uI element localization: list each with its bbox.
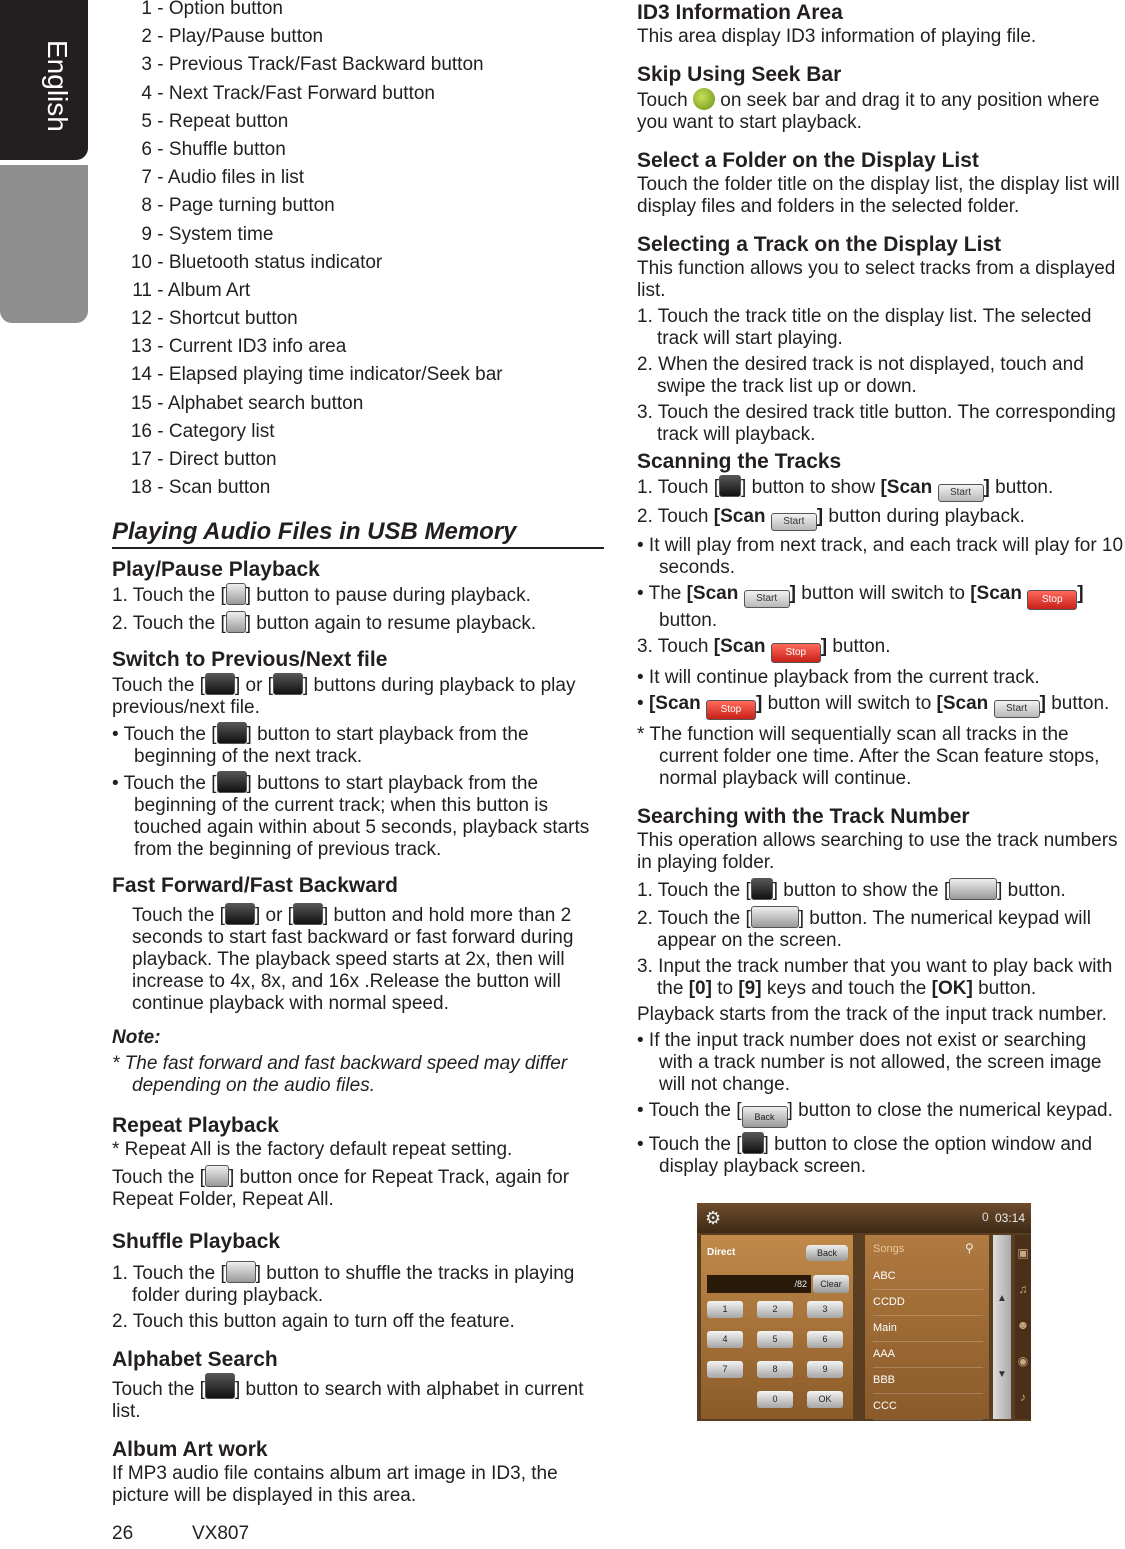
previous-track-icon [205, 673, 235, 695]
album-paragraph: If MP3 audio file contains album art image in ID3, the picture will be displayed in this area. [112, 1463, 558, 1507]
track-paragraph: This function allows you to select tracks from a displayed list. [637, 258, 1116, 301]
legend-item: 13 - Current ID3 info area [130, 336, 347, 358]
scan-step-2: 2. Touch [Scan Start ] button during playback. [637, 506, 1125, 531]
legend-item: 6 - Shuffle button [141, 138, 286, 160]
stop-icon: Stop [1027, 590, 1077, 610]
scan-bullet-1: • It will play from next track, and each track will play for 10 seconds. [637, 535, 1124, 578]
legend-item: 18 - Scan button [130, 477, 271, 499]
seek-paragraph: Touch on seek bar and drag it to any position where you want to start playback. [637, 90, 1100, 133]
folder-icon[interactable]: ▣ [1017, 1246, 1029, 1260]
repeat-note: * Repeat All is the factory default repeat setting. [112, 1139, 513, 1161]
seek-knob-icon [693, 88, 715, 110]
language-tab-label: English [42, 40, 73, 132]
option-icon [751, 878, 773, 900]
right-column [637, 0, 1125, 1178]
track-heading: Selecting a Track on the Display List [637, 233, 1002, 256]
page-number: 26 [112, 1523, 134, 1544]
back-icon: Back [742, 1106, 788, 1128]
page-up-icon[interactable]: ▲ [997, 1293, 1007, 1304]
repeat-icon [205, 1165, 229, 1187]
shuffle-section [112, 1229, 604, 1333]
play-pause-section [112, 557, 604, 635]
shuffle-heading: Shuffle Playback [112, 1230, 281, 1254]
shuffle-step-1: 1. Touch the [ ] button to shuffle the tracks in playing folder during playback. [112, 1263, 575, 1307]
key-5[interactable]: 5 [757, 1331, 793, 1348]
number-heading: Searching with the Track Number [637, 805, 970, 828]
music-note-icon[interactable]: ♫ [1018, 1282, 1028, 1296]
number-bullet-3: • Touch the [ ] button to close the option window and display playback screen. [637, 1134, 1093, 1177]
legend-item: 17 - Direct button [130, 449, 277, 470]
legend-item: 15 - Alphabet search button [130, 392, 364, 414]
legend-item: 12 - Shortcut button [130, 308, 298, 330]
id3-paragraph: This area display ID3 information of playing file. [637, 26, 1037, 47]
scan-section [637, 449, 1125, 790]
switch-bullet-1: • Touch the [ ] button to start playback from the beginning of the next track. [112, 724, 529, 768]
number-step-3: 3. Input the track number that you want to play back with the [0] to [9] keys and touch the [OK] button. [637, 956, 1113, 999]
switch-section [112, 647, 604, 861]
song-list [865, 1235, 989, 1419]
key-4[interactable]: 4 [707, 1331, 743, 1348]
track-step-1: 1. Touch the track title on the display list. The selected track will start playing. [637, 306, 1092, 349]
scan-bullet-2: • The [Scan Start ] button will switch to [Scan Stop ] button. [637, 583, 1084, 631]
start-icon: Start [938, 484, 984, 502]
folder-heading: Select a Folder on the Display List [637, 149, 979, 172]
legend-item: 8 - Page turning button [141, 195, 335, 217]
track-step-2: 2. When the desired track is not displayed, touch and swipe the track list up or down. [637, 354, 1084, 397]
ff-heading: Fast Forward/Fast Backward [112, 874, 398, 898]
legend-item: 3 - Previous Track/Fast Backward button [141, 54, 484, 76]
song-item[interactable]: Main [873, 1315, 983, 1342]
key-1[interactable]: 1 [707, 1301, 743, 1318]
next-track-icon [217, 722, 247, 744]
legend-item: 2 - Play/Pause button [141, 26, 324, 48]
note-label: Note: [112, 1027, 161, 1049]
pause-icon [226, 583, 246, 605]
stop-icon: Stop [771, 643, 821, 663]
guitar-icon[interactable]: ♪ [1020, 1390, 1026, 1404]
album-heading: Album Art work [112, 1438, 268, 1462]
left-column [112, 0, 604, 1507]
repeat-paragraph: Touch the [ ] button once for Repeat Track, again for Repeat Folder, Repeat All. [112, 1167, 570, 1211]
key-0[interactable]: 0 [757, 1391, 793, 1408]
song-item[interactable]: BBB [873, 1367, 983, 1394]
legend-item: 10 - Bluetooth status indicator [130, 251, 383, 273]
search-icon[interactable]: ⚲ [965, 1241, 974, 1255]
manual-tab [0, 165, 88, 505]
page-down-icon[interactable]: ▼ [997, 1369, 1007, 1380]
play-pause-step-2: 2. Touch the [ ] button again to resume playback. [112, 613, 537, 635]
number-section [637, 804, 1125, 1178]
song-item[interactable]: AAA [873, 1341, 983, 1368]
switch-heading: Switch to Previous/Next file [112, 648, 388, 672]
key-6[interactable]: 6 [807, 1331, 843, 1348]
option-icon [719, 475, 741, 497]
scan-bullet-3: • It will continue playback from the current track. [637, 667, 1040, 688]
start-icon: Start [771, 513, 817, 531]
play-pause-step-1: 1. Touch the [ ] button to pause during playback. [112, 585, 531, 607]
switch-bullet-2: • Touch the [ ] buttons to start playback from the beginning of the current track; when this button is touched again within about 5 seconds, playback starts from the beginning of previous track. [112, 773, 590, 861]
option-icon [742, 1132, 764, 1154]
seek-heading: Skip Using Seek Bar [637, 63, 842, 86]
number-step-1: 1. Touch the [ ] button to show the [ ] button. [637, 880, 1066, 901]
numeric-keypad [701, 1235, 853, 1419]
note-text: * The fast forward and fast backward speed may differ depending on the audio files. [112, 1053, 568, 1097]
section-title: Playing Audio Files in USB Memory [112, 521, 604, 549]
track-section [637, 232, 1125, 446]
next-track-icon [293, 903, 323, 925]
repeat-heading: Repeat Playback [112, 1114, 279, 1138]
device-status-bar [697, 1203, 1031, 1233]
ff-paragraph: Touch the [ ] or [ ] button and hold more than 2 seconds to start fast backward or fast forward during playback. The playback speed starts at 2x, then will increase to 4x, 8x, and 16x .Release the button will continue playback with normal speed. [132, 905, 574, 1015]
ff-section [112, 873, 604, 1015]
folder-paragraph: Touch the folder title on the display list, the display list will display files and folders in the selected folder. [637, 174, 1120, 217]
previous-track-icon [217, 771, 247, 793]
start-icon: Start [994, 700, 1040, 718]
alpha-heading: Alphabet Search [112, 1348, 278, 1372]
manual-tab-label: Owner's Manual [42, 339, 68, 505]
search-icon [949, 878, 997, 900]
legend-item: 11 - Album Art [132, 279, 251, 301]
scan-step-3: 3. Touch [Scan Stop ] button. [637, 636, 1125, 663]
shuffle-icon [226, 1261, 256, 1283]
page-turning-bar[interactable] [993, 1235, 1011, 1419]
scan-footnote: * The function will sequentially scan all tracks in the current folder one time. After the Scan feature stops, normal playback will continue. [637, 724, 1100, 789]
key-3[interactable]: 3 [807, 1301, 843, 1318]
legend-item: 5 - Repeat button [141, 110, 289, 132]
language-tab [0, 0, 88, 160]
system-time: 03:14 [995, 1211, 1026, 1225]
song-item[interactable]: ABC [873, 1263, 983, 1290]
album-icon[interactable]: ◉ [1017, 1354, 1029, 1368]
model-name: VX807 [192, 1523, 250, 1544]
scan-bullet-4: • [Scan Stop ] button will switch to [Scan Start ] button. [637, 693, 1125, 720]
direct-label: Direct [707, 1247, 736, 1258]
back-button[interactable]: Back [806, 1245, 848, 1261]
legend-item: 16 - Category list [130, 420, 275, 442]
clear-button[interactable]: Clear [813, 1275, 849, 1293]
play-icon [226, 611, 246, 633]
key-2[interactable]: 2 [757, 1301, 793, 1318]
shuffle-step-2: 2. Touch this button again to turn off the feature. [112, 1311, 515, 1333]
magnifier-icon [205, 1373, 235, 1399]
number-step-2: 2. Touch the [ ] button. The numerical keypad will appear on the screen. [637, 908, 1091, 951]
legend-item: 9 - System time [141, 223, 274, 245]
legend-item: 14 - Elapsed playing time indicator/Seek bar [130, 364, 503, 386]
ok-button[interactable]: OK [807, 1391, 843, 1408]
note-section [112, 1027, 604, 1097]
search-icon [751, 906, 799, 928]
number-paragraph: This operation allows searching to use the track numbers in playing folder. [637, 830, 1118, 873]
song-list-title: Songs [873, 1243, 905, 1255]
legend-item: 7 - Audio files in list [141, 167, 305, 189]
play-pause-heading: Play/Pause Playback [112, 558, 320, 582]
device-screenshot [697, 1203, 1031, 1421]
album-section [112, 1437, 604, 1507]
switch-paragraph: Touch the [ ] or [ ] buttons during playback to play previous/next file. [112, 675, 576, 719]
seek-section [637, 62, 1125, 134]
song-item[interactable]: CCDD [873, 1289, 983, 1316]
id3-heading: ID3 Information Area [637, 1, 843, 24]
previous-track-icon [225, 903, 255, 925]
scan-heading: Scanning the Tracks [637, 450, 842, 473]
category-list [1015, 1235, 1031, 1419]
legend-item: 1 - Option button [141, 0, 283, 19]
id3-section [637, 0, 1125, 48]
scan-step-1: 1. Touch [ ] button to show [Scan Start ] button. [637, 475, 1125, 502]
key-9[interactable]: 9 [807, 1361, 843, 1378]
legend-item: 4 - Next Track/Fast Forward button [141, 82, 435, 104]
stop-icon: Stop [706, 700, 756, 720]
start-icon: Start [744, 590, 790, 608]
alpha-paragraph: Touch the [ ] button to search with alphabet in current list. [112, 1373, 604, 1423]
number-bullet-1: • If the input track number does not exist or searching with a track number is not allowed, the screen image will not change. [637, 1030, 1102, 1095]
bluetooth-status: 0 [982, 1210, 989, 1224]
repeat-section [112, 1113, 604, 1211]
key-8[interactable]: 8 [757, 1361, 793, 1378]
number-bullet-2: • Touch the [ Back ] button to close the numerical keypad. [637, 1100, 1125, 1128]
next-track-icon [273, 673, 303, 695]
song-item[interactable]: CCC [873, 1393, 983, 1420]
legend-list [112, 0, 604, 507]
folder-section [637, 148, 1125, 218]
track-number-display: /82 [707, 1275, 811, 1293]
gear-icon: ⚙ [705, 1208, 722, 1228]
track-step-3: 3. Touch the desired track title button. The corresponding track will playback. [637, 402, 1116, 445]
key-7[interactable]: 7 [707, 1361, 743, 1378]
number-paragraph-2: Playback starts from the track of the input track number. [637, 1004, 1107, 1025]
artist-icon[interactable]: ☻ [1016, 1318, 1030, 1332]
alpha-section [112, 1347, 604, 1423]
